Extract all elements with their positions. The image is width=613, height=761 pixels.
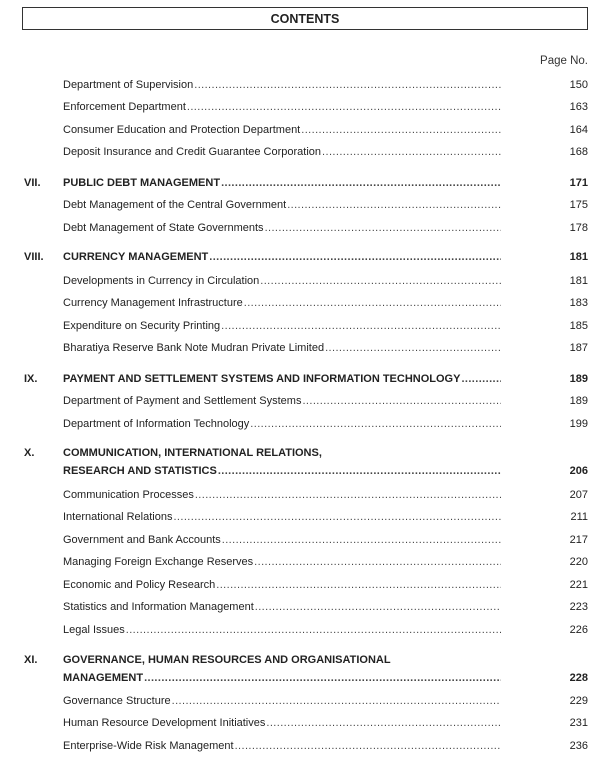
chapter-number: XI. [24,654,38,666]
toc-entry[interactable] [0,79,613,95]
dot-leader [220,320,501,332]
dot-leader [286,199,501,211]
toc-entry-title: Developments in Currency in Circulation [63,275,260,287]
toc-entry-title: Government and Bank Accounts [63,534,221,546]
toc-entry[interactable] [0,534,613,550]
toc-entry-title: Managing Foreign Exchange Reserves [63,556,254,568]
toc-page-number: 185 [569,320,588,332]
toc-page-number: 236 [569,740,588,752]
toc-entry-title: Human Resource Development Initiatives [63,717,266,729]
page-no-label: Page No. [540,55,588,67]
toc-entry-title: Consumer Education and Protection Department [63,124,301,136]
chapter-title: PAYMENT AND SETTLEMENT SYSTEMS AND INFORMATION TECHNOLOGY [63,373,461,385]
dot-leader [265,717,501,729]
dot-leader [300,124,501,136]
toc-entry-title: Legal Issues [63,624,125,636]
contents-heading [22,7,588,30]
toc-chapter[interactable] [0,373,613,389]
toc-entry-title: Communication Processes [63,489,194,501]
toc-entry-title: Debt Management of the Central Government [63,199,287,211]
chapter-title: CURRENCY MANAGEMENT [63,251,209,263]
dot-leader [215,579,501,591]
toc-page-number: 211 [570,511,588,523]
toc-entry[interactable] [0,297,613,313]
toc-page-number: 220 [569,556,588,568]
toc-entry[interactable] [0,222,613,238]
toc-page-number: 223 [569,601,588,613]
toc-entry[interactable] [0,624,613,640]
dot-leader [217,465,501,477]
toc-entry-title: Deposit Insurance and Credit Guarantee Corporation [63,146,322,158]
toc-chapter[interactable] [0,672,613,688]
toc-entry-title: Economic and Policy Research [63,579,216,591]
toc-entry[interactable] [0,511,613,527]
toc-page-number: 178 [569,222,588,234]
dot-leader [220,177,501,189]
chapter-page-number: 206 [569,465,588,477]
dot-leader [460,373,501,385]
toc-entry[interactable] [0,489,613,505]
toc-page-number: 229 [569,695,588,707]
toc-page-number: 207 [569,489,588,501]
toc-entry[interactable] [0,124,613,140]
dot-leader [193,79,501,91]
toc-entry-title: Governance Structure [63,695,171,707]
chapter-title-line-1: COMMUNICATION, INTERNATIONAL RELATIONS, [63,447,322,459]
toc-page-number: 181 [569,275,588,287]
toc-entry[interactable] [0,418,613,434]
toc-entry-title: Bharatiya Reserve Bank Note Mudran Private Limited [63,342,325,354]
dot-leader [208,251,501,263]
toc-entry[interactable] [0,101,613,117]
toc-entry[interactable] [0,146,613,162]
toc-entry-title: Debt Management of State Governments [63,222,264,234]
toc-page-number: 226 [569,624,588,636]
dot-leader [264,222,501,234]
chapter-title-line-2: RESEARCH AND STATISTICS [63,465,217,477]
toc-entry[interactable] [0,740,613,756]
toc-chapter[interactable] [0,177,613,193]
toc-entry[interactable] [0,320,613,336]
toc-entry-title: Department of Information Technology [63,418,250,430]
toc-entry[interactable] [0,695,613,711]
toc-page-number: 217 [569,534,588,546]
toc-entry[interactable] [0,199,613,215]
toc-chapter[interactable] [0,465,613,481]
dot-leader [243,297,501,309]
chapter-title-line-1: GOVERNANCE, HUMAN RESOURCES AND ORGANISATIONAL [63,654,391,666]
dot-leader [324,342,501,354]
toc-entry-title: Enforcement Department [63,101,186,113]
dot-leader [125,624,501,636]
toc-entry[interactable] [0,275,613,291]
toc-entry-title: Statistics and Information Management [63,601,254,613]
dot-leader [254,601,501,613]
dot-leader [301,395,501,407]
toc-chapter-heading[interactable] [0,447,613,463]
toc-page-number: 175 [569,199,588,211]
dot-leader [143,672,501,684]
toc-entry[interactable] [0,395,613,411]
chapter-number: X. [24,447,35,459]
toc-page-number: 231 [569,717,588,729]
toc-page-number: 189 [569,395,588,407]
toc-page-number: 150 [569,79,588,91]
chapter-number: VIII. [24,251,44,263]
chapter-page-number: 189 [569,373,588,385]
toc-entry-title: Expenditure on Security Printing [63,320,221,332]
dot-leader [172,511,501,523]
toc-entry[interactable] [0,579,613,595]
dot-leader [259,275,501,287]
dot-leader [186,101,501,113]
dot-leader [221,534,501,546]
dot-leader [321,146,501,158]
toc-entry[interactable] [0,342,613,358]
toc-page-number: 187 [569,342,588,354]
toc-entry[interactable] [0,717,613,733]
toc-entry-title: International Relations [63,511,173,523]
toc-page-number: 163 [569,101,588,113]
chapter-number: VII. [24,177,41,189]
dot-leader [171,695,501,707]
toc-entry-title: Department of Supervision [63,79,194,91]
chapter-title-line-2: MANAGEMENT [63,672,144,684]
toc-page-number: 164 [569,124,588,136]
toc-page-number: 168 [569,146,588,158]
chapter-page-number: 181 [569,251,588,263]
toc-page-number: 183 [569,297,588,309]
dot-leader [253,556,501,568]
dot-leader [234,740,501,752]
dot-leader [249,418,501,430]
dot-leader [194,489,501,501]
toc-chapter-heading[interactable] [0,654,613,670]
contents-title: CONTENTS [270,11,340,26]
toc-entry-title: Department of Payment and Settlement Systems [63,395,302,407]
toc-entry[interactable] [0,601,613,617]
toc-page-number: 199 [569,418,588,430]
chapter-page-number: 171 [569,177,588,189]
chapter-page-number: 228 [569,672,588,684]
toc-entry-title: Enterprise-Wide Risk Management [63,740,234,752]
toc-chapter[interactable] [0,251,613,267]
chapter-title: PUBLIC DEBT MANAGEMENT [63,177,221,189]
toc-entry-title: Currency Management Infrastructure [63,297,243,309]
toc-entry[interactable] [0,556,613,572]
chapter-number: IX. [24,373,38,385]
toc-page-number: 221 [569,579,588,591]
